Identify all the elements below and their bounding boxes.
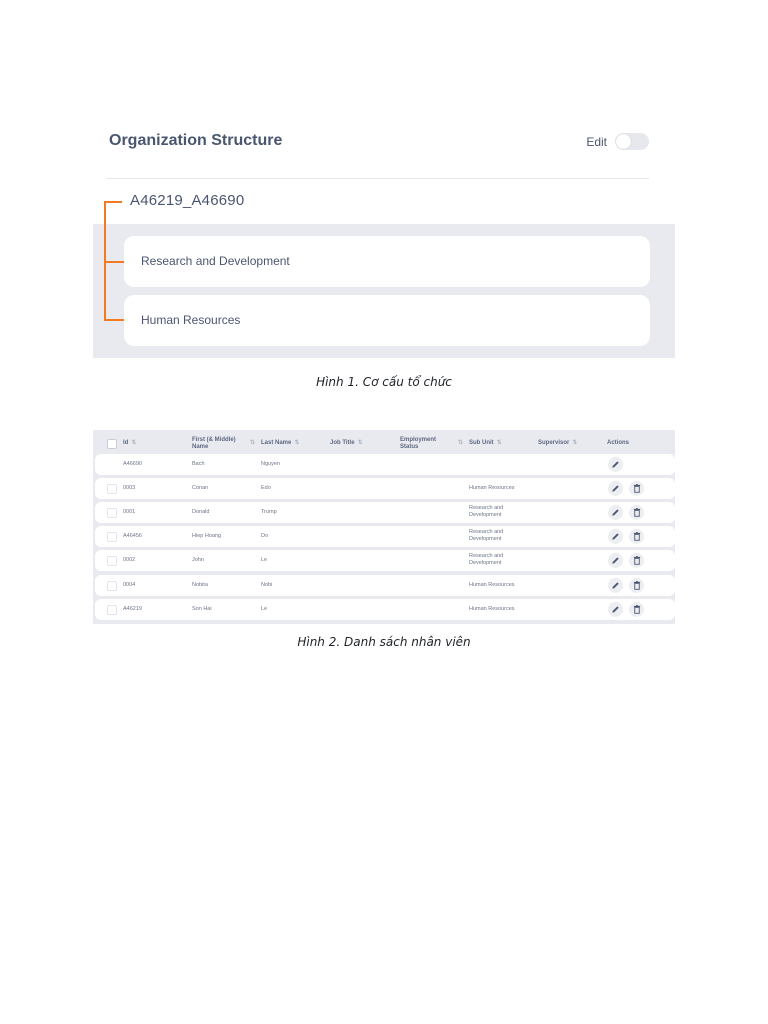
- delete-button[interactable]: [629, 481, 644, 496]
- cell-id: 0003: [123, 485, 136, 491]
- cell-last-name: Do: [261, 533, 269, 539]
- sort-icon[interactable]: ⇅: [458, 440, 464, 446]
- cell-id: A46456: [123, 533, 142, 539]
- pencil-icon: [611, 484, 620, 493]
- cell-last-name: Le: [261, 606, 268, 612]
- column-header-job-title[interactable]: Job Title ⇅: [330, 440, 363, 446]
- cell-sub-unit: Human Resources: [469, 485, 515, 491]
- table-row[interactable]: [95, 599, 675, 620]
- pencil-icon: [611, 460, 620, 469]
- org-structure-header: [93, 108, 675, 224]
- edit-label: Edit: [586, 134, 607, 149]
- cell-first-name: Conan: [192, 485, 209, 491]
- table-row[interactable]: [95, 575, 675, 596]
- cell-sub-unit: Human Resources: [469, 582, 515, 588]
- sort-icon[interactable]: ⇅: [250, 440, 256, 446]
- delete-button[interactable]: [629, 553, 644, 568]
- sort-icon[interactable]: ⇅: [357, 440, 363, 446]
- edit-toggle[interactable]: [615, 133, 649, 150]
- sort-icon[interactable]: ⇅: [294, 440, 300, 446]
- trash-icon: [633, 532, 641, 541]
- toggle-knob: [616, 134, 631, 149]
- pencil-icon: [611, 581, 620, 590]
- unit-card-research[interactable]: [124, 236, 650, 287]
- cell-first-name: Nobita: [192, 582, 208, 588]
- cell-last-name: Nguyen: [261, 461, 280, 467]
- employee-table-figure: [93, 430, 675, 624]
- edit-button[interactable]: [608, 553, 623, 568]
- table-row[interactable]: [95, 502, 675, 523]
- unit-label: Research and Development: [141, 254, 290, 268]
- trash-icon: [633, 484, 641, 493]
- figure-1-caption: Hình 1. Cơ cấu tổ chức: [316, 375, 452, 389]
- tree-connector-unit-1: [104, 261, 124, 263]
- trash-icon: [633, 605, 641, 614]
- figure-2-caption: Hình 2. Danh sách nhân viên: [297, 635, 471, 649]
- column-header-sub-unit[interactable]: Sub Unit ⇅: [469, 440, 502, 446]
- cell-last-name: Edo: [261, 485, 271, 491]
- trash-icon: [633, 556, 641, 565]
- sort-icon[interactable]: ⇅: [131, 440, 137, 446]
- tree-connector-unit-2: [104, 319, 124, 321]
- cell-first-name: Donald: [192, 509, 210, 515]
- column-header-employment-status[interactable]: Employment Status: [400, 437, 437, 450]
- column-header-last-name[interactable]: Last Name ⇅: [261, 440, 300, 446]
- root-node-label[interactable]: A46219_A46690: [130, 192, 245, 209]
- pencil-icon: [611, 556, 620, 565]
- cell-first-name: Hiep Hoang: [192, 533, 222, 539]
- edit-button[interactable]: [608, 505, 623, 520]
- delete-button[interactable]: [629, 578, 644, 593]
- cell-first-name: John: [192, 557, 204, 563]
- cell-id: 0002: [123, 557, 136, 563]
- sort-icon[interactable]: ⇅: [496, 440, 502, 446]
- unit-card-human-resources[interactable]: [124, 295, 650, 346]
- edit-button[interactable]: [608, 457, 623, 472]
- row-checkbox[interactable]: [107, 605, 117, 615]
- cell-sub-unit: Research and Development: [469, 553, 504, 566]
- edit-button[interactable]: [608, 529, 623, 544]
- row-checkbox[interactable]: [107, 556, 117, 566]
- edit-toggle-group[interactable]: [586, 133, 649, 150]
- column-header-first-name[interactable]: First (& Middle) Name: [192, 437, 236, 450]
- cell-sub-unit: Human Resources: [469, 606, 515, 612]
- row-checkbox[interactable]: [107, 532, 117, 542]
- tree-connector-root: [104, 201, 122, 203]
- column-header-actions: Actions: [607, 440, 630, 446]
- delete-button[interactable]: [629, 602, 644, 617]
- cell-sub-unit: Research and Development: [469, 529, 504, 542]
- edit-button[interactable]: [608, 578, 623, 593]
- delete-button[interactable]: [629, 505, 644, 520]
- select-all-checkbox[interactable]: [107, 439, 117, 449]
- cell-id: A46219: [123, 606, 142, 612]
- table-row[interactable]: [95, 454, 675, 475]
- cell-id: 0004: [123, 582, 136, 588]
- pencil-icon: [611, 605, 620, 614]
- cell-id: 0001: [123, 509, 136, 515]
- trash-icon: [633, 508, 641, 517]
- unit-label: Human Resources: [141, 313, 241, 327]
- row-checkbox[interactable]: [107, 581, 117, 591]
- pencil-icon: [611, 532, 620, 541]
- cell-id: A46690: [123, 461, 142, 467]
- column-header-id[interactable]: Id ⇅: [123, 440, 137, 446]
- row-checkbox[interactable]: [107, 508, 117, 518]
- divider: [107, 178, 649, 179]
- org-structure-figure: [93, 108, 675, 368]
- cell-last-name: Nobi: [261, 582, 273, 588]
- delete-button[interactable]: [629, 529, 644, 544]
- pencil-icon: [611, 508, 620, 517]
- trash-icon: [633, 581, 641, 590]
- column-header-supervisor[interactable]: Supervisor ⇅: [538, 440, 578, 446]
- sort-icon[interactable]: ⇅: [572, 440, 578, 446]
- edit-button[interactable]: [608, 602, 623, 617]
- page-title: Organization Structure: [109, 132, 283, 149]
- table-row[interactable]: [95, 478, 675, 499]
- table-header: [93, 430, 675, 454]
- cell-last-name: Trump: [261, 509, 277, 515]
- table-row[interactable]: [95, 526, 675, 547]
- edit-button[interactable]: [608, 481, 623, 496]
- cell-first-name: Son Hai: [192, 606, 212, 612]
- cell-sub-unit: Research and Development: [469, 505, 504, 518]
- cell-first-name: Bach: [192, 461, 205, 467]
- cell-last-name: Le: [261, 557, 268, 563]
- table-row[interactable]: [95, 550, 675, 571]
- row-checkbox[interactable]: [107, 484, 117, 494]
